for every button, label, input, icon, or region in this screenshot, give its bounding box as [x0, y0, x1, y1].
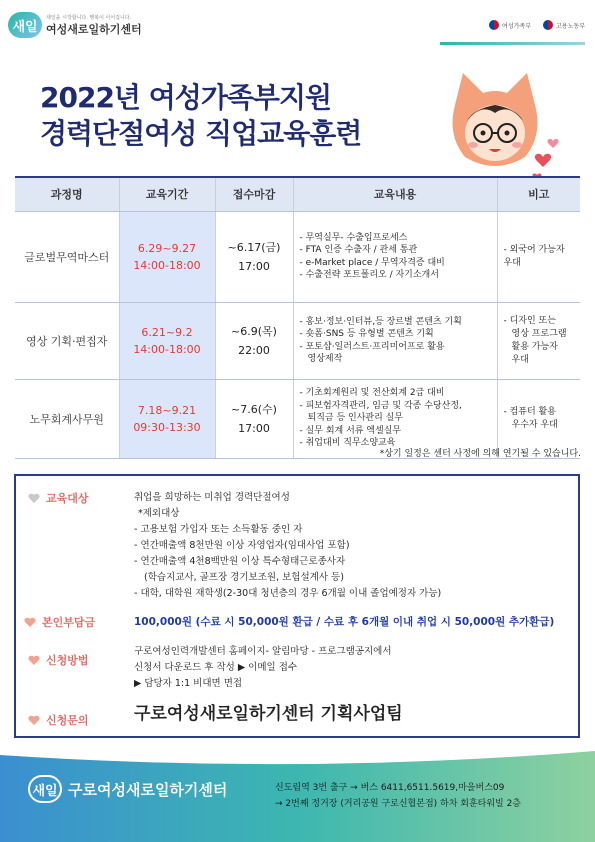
course-note: - 외국어 가능자 우대: [497, 211, 580, 302]
table-header-row: [15, 177, 580, 211]
course-note: - 컴퓨터 활용 우수자 우대: [497, 379, 580, 458]
info-fee-label: 본인부담금: [24, 614, 95, 630]
info-apply-label: 신청방법: [28, 652, 89, 668]
directions: 신도림역 3번 출구 → 버스 6411,6511.5619,마을버스09 → 2번째 정거장 (거리공원 구로신협본점) 하차 회훈타워빌 2층: [275, 783, 522, 809]
heart-icon: [28, 714, 40, 726]
course-schedule-table: [15, 176, 580, 459]
title-line-2: 경력단절여성 직업교육훈련: [40, 117, 362, 150]
taegeuk-icon: [543, 20, 553, 30]
ministry-gender-equality: 여성가족부: [489, 20, 531, 30]
course-name: 영상 기획·편집자: [15, 302, 119, 379]
ministry-labor: 고용노동부: [543, 20, 585, 30]
course-name: 노무회계사무원: [15, 379, 119, 458]
course-period: 6.29~9.27 14:00-18:00: [119, 211, 215, 302]
saeil-logo-icon: 새일: [28, 775, 62, 803]
heart-icon: [28, 492, 40, 504]
brand-name: 여성새로일하기센터: [46, 22, 142, 36]
footer-logo[interactable]: [28, 775, 227, 803]
course-deadline: ~6.9(목) 22:00: [215, 302, 293, 379]
info-target-label: 교육대상: [28, 490, 89, 506]
course-period: 7.18~9.21 09:30-13:30: [119, 379, 215, 458]
heart-icon: [28, 654, 40, 666]
center-logo[interactable]: [8, 12, 142, 38]
taegeuk-icon: [489, 20, 499, 30]
course-deadline: ~7.6(수) 17:00: [215, 379, 293, 458]
info-contact-text: 구로여성새로일하기센터 기획사업팀: [134, 704, 403, 724]
title-line-1: 2022년 여성가족부지원: [40, 81, 332, 114]
schedule-footnote: *상기 일정은 센터 사정에 의해 연기될 수 있습니다.: [379, 449, 581, 459]
course-content: - 홍보·정보·인터뷰,등 장르별 콘텐츠 기획 - 숏폼·SNS 등 유형별 콘텐츠 기획 - 포토샵·일러스트·프리미어프로 활용 영상제작: [293, 302, 497, 379]
header-period: 교육기간: [119, 177, 215, 211]
top-bar: [0, 0, 595, 52]
header-accent-line: [440, 42, 585, 45]
course-content: - 무역실무- 수출입프로세스 - FTA 인증 수출자 / 관세 통관 - e-Market place / 무역자격증 대비 - 수출전략 포트폴리오 / 자기소개서: [293, 211, 497, 302]
info-box: [14, 474, 580, 738]
saeil-logo-icon: 새일: [8, 12, 42, 38]
heart-icon: [24, 616, 36, 628]
course-note: - 디자인 또는 영상 프로그램 활용 가능자 우대: [497, 302, 580, 379]
info-apply-body: 구로여성인력개발센터 홈페이지- 알림마당 - 프로그램공지에서 신청서 다운로드 후 작성 ▶ 이메일 접수 ▶ 담당자 1:1 비대면 면접: [134, 646, 392, 689]
course-deadline: ~6.17(금) 17:00: [215, 211, 293, 302]
table-row: [15, 211, 580, 302]
mascot-character-illustration: [425, 65, 565, 185]
info-fee-text: 100,000원 (수료 시 50,000원 환급 / 수료 후 6개월 이내 취업 시 50,000원 추가환급): [134, 616, 555, 628]
header-deadline: 접수마감: [215, 177, 293, 211]
footer-wave-decoration: [0, 745, 595, 775]
header-course-name: 과정명: [15, 177, 119, 211]
footer-center-name: 구로여성새로일하기센터: [68, 780, 228, 799]
table-row: [15, 302, 580, 379]
ministry-logos: [489, 20, 585, 30]
brand-slogan: 새일을 시작합니다. 행복이 이어집니다.: [46, 14, 132, 21]
header-content: 교육내용: [293, 177, 497, 211]
page-title: [40, 80, 400, 152]
info-target-body: 취업을 희망하는 미취업 경력단절여성 *제외대상 - 고용보험 가입자 또는 소득활동 중인 자 - 연간매출액 8천만원 이상 자영업자(임대사업 포함) - 연간매출액 4천8백만원 이상 특수형태근로종사자 (학습지교사, 골프장 경기보조원, 보험설계사 등) - 대학, 대학원 재학생(2-30대 청년층의 경우 6개월 이내 졸업예정자 가능): [134, 492, 442, 599]
course-period: 6.21~9.2 14:00-18:00: [119, 302, 215, 379]
info-contact-label: 신청문의: [28, 712, 89, 728]
course-name: 글로벌무역마스터: [15, 211, 119, 302]
course-content: - 기초회계원리 및 전산회계 2급 대비 - 피보험자격관리, 임금 및 각종 수당산정, 퇴직금 등 인사관리 실무 - 실무 회계 서류 엑셀실무 - 취업대비 직무소양교육: [293, 379, 497, 458]
header-note: 비고: [497, 177, 580, 211]
